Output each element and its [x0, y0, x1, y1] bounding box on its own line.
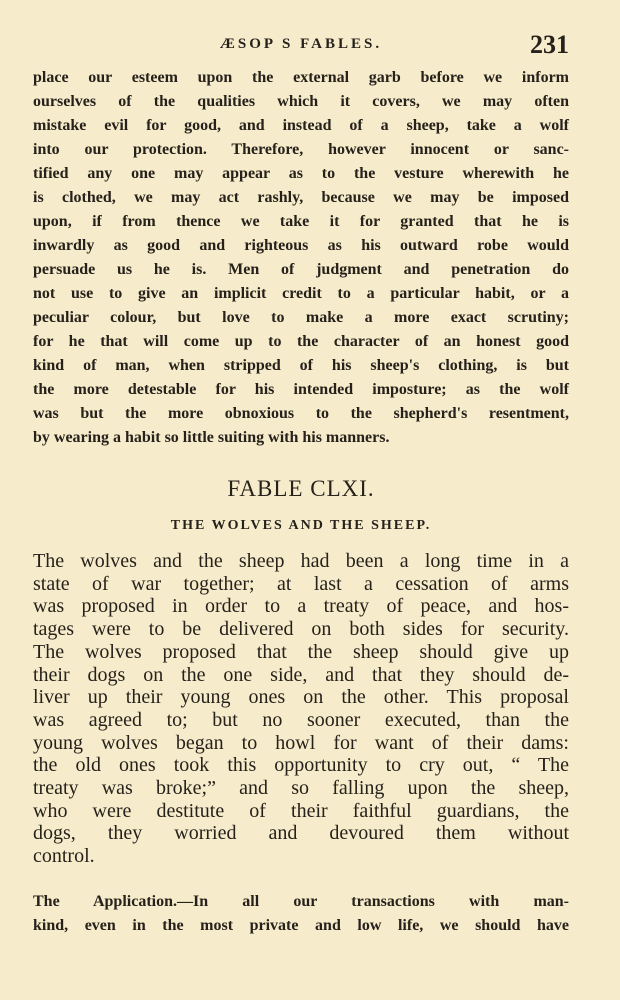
text-line: for he that will come up to the character of an honest good — [33, 333, 569, 350]
text-line: treaty was broke;” and so falling upon the sheep, — [33, 777, 569, 800]
text-line: The wolves proposed that the sheep should give up — [33, 640, 569, 663]
text-line: control. — [33, 845, 95, 868]
text-line: by wearing a habit so little suiting with his manners. — [33, 429, 390, 446]
text-line: not use to give an implicit credit to a particular habit, or a — [33, 285, 569, 302]
text-line: was agreed to; but no sooner executed, than the — [33, 708, 569, 731]
book-page — [33, 28, 569, 938]
running-title: ÆSOP S FABLES. — [219, 36, 383, 52]
text-line: the old ones took this opportunity to cry out, “ The — [33, 754, 569, 777]
text-line: tified any one may appear as to the vesture wherewith he — [33, 165, 569, 182]
application-paragraph — [33, 890, 569, 938]
fable-number: FABLE CLXI. — [227, 476, 375, 501]
text-line: young wolves began to howl for want of their dams: — [33, 731, 569, 754]
text-line: mistake evil for good, and instead of a sheep, take a wolf — [33, 117, 569, 134]
text-line: ourselves of the qualities which it covers, we may often — [33, 93, 569, 110]
text-line: dogs, they worried and devoured them without — [33, 822, 569, 845]
fable-title: THE WOLVES AND THE SHEEP. — [170, 518, 432, 533]
text-line: upon, if from thence we take it for granted that he is — [33, 213, 569, 230]
text-line: their dogs on the one side, and that they should de- — [33, 663, 569, 686]
page-number: 231 — [530, 30, 569, 59]
text-line: The wolves and the sheep had been a long time in a — [33, 550, 569, 572]
text-line: who were destitute of their faithful guardians, the — [33, 799, 569, 822]
fable-body — [33, 550, 569, 868]
text-line: into our protection. Therefore, however innocent or sanc- — [33, 141, 569, 158]
text-line: was proposed in order to a treaty of peace, and hos- — [33, 595, 569, 618]
text-line: The Application.—In all our transactions with man- — [33, 892, 569, 910]
text-line: peculiar colour, but love to make a more exact scrutiny; — [33, 309, 569, 326]
text-line: was but the more obnoxious to the shepherd's resentment, — [33, 405, 569, 422]
text-line: liver up their young ones on the other. This proposal — [33, 686, 569, 709]
text-line: persuade us he is. Men of judgment and penetration do — [33, 261, 569, 278]
text-line: tages were to be delivered on both sides for security. — [33, 618, 569, 641]
text-line: the more detestable for his intended imposture; as the wolf — [33, 381, 569, 398]
text-line: state of war together; at last a cessation of arms — [33, 572, 569, 595]
text-line: kind of man, when stripped of his sheep's clothing, is but — [33, 357, 569, 374]
text-line: place our esteem upon the external garb before we inform — [33, 69, 569, 86]
page-header — [33, 28, 569, 66]
text-line: is clothed, we may act rashly, because we may be imposed — [33, 189, 569, 206]
text-line: inwardly as good and righteous as his outward robe would — [33, 237, 569, 254]
opening-paragraph — [33, 66, 569, 450]
text-line: kind, even in the most private and low life, we should have — [33, 916, 569, 934]
